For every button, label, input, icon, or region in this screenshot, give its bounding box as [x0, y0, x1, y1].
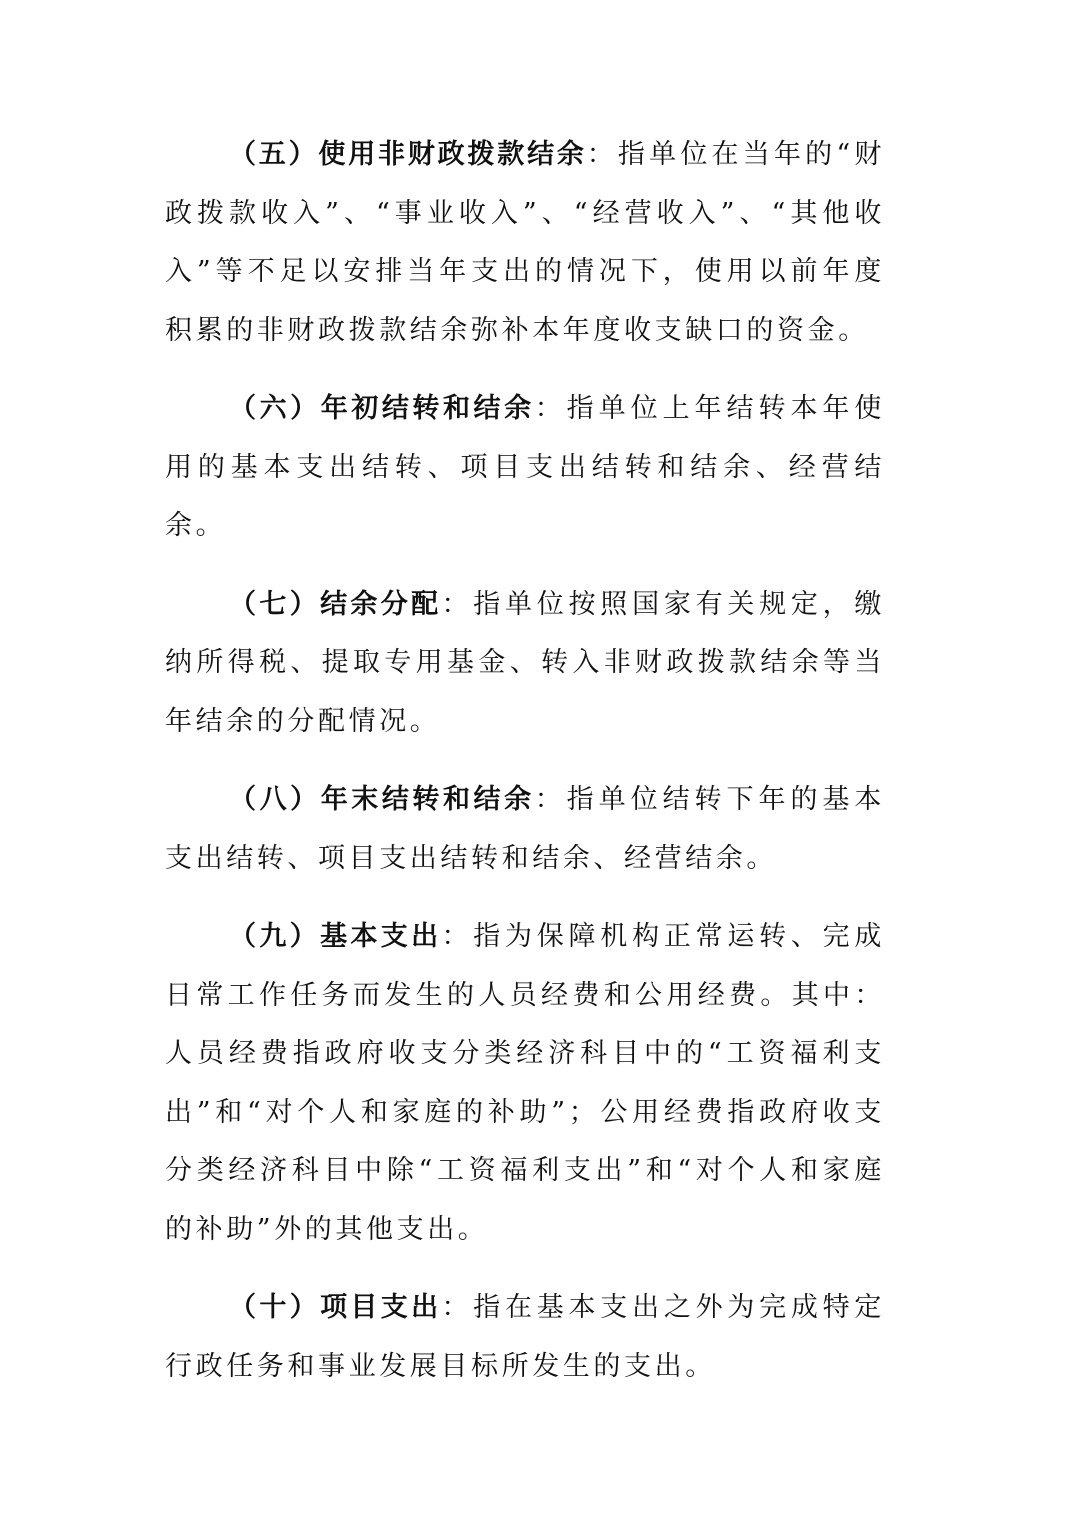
paragraph-6	[165, 380, 885, 556]
term-heading: （七）结余分配	[229, 588, 442, 620]
paragraph-7	[165, 576, 885, 752]
term-definition: ：指单位按照国家有关规定，缴纳所得税、提取专用基金、转入非财政拨款结余等当年结余的分配情况。	[165, 588, 885, 737]
term-definition: ：指单位在当年的“财政拨款收入”、“事业收入”、“经营收入”、“其他收入”等不足以安排当年支出的情况下，使用以前年度积累的非财政拨款结余弥补本年度收支缺口的资金。	[165, 139, 885, 346]
term-heading: （八）年末结转和结余	[229, 784, 535, 815]
term-definition: ：指单位结转下年的基本支出结转、项目支出结转和结余、经营结余。	[165, 784, 885, 874]
term-definition: ：指为保障机构正常运转、完成日常工作任务而发生的人员经费和公用经费。其中：人员经费指政府收支分类经济科目中的“工资福利支出”和“对个人和家庭的补助”；公用经费指政府收支分类经济科目中除“工资福利支出”和“对个人和家庭的补助”外的其他支出。	[165, 921, 885, 1245]
term-heading: （九）基本支出	[229, 921, 442, 952]
paragraph-5	[165, 126, 885, 360]
paragraph-8	[165, 771, 885, 888]
term-heading: （五）使用非财政拨款结余	[229, 139, 587, 170]
term-heading: （六）年初结转和结余	[229, 393, 535, 424]
term-heading: （十）项目支出	[229, 1292, 442, 1323]
paragraph-10	[165, 1279, 885, 1396]
term-definition: ：指在基本支出之外为完成特定行政任务和事业发展目标所发生的支出。	[165, 1292, 885, 1382]
term-definition: ：指单位上年结转本年使用的基本支出结转、项目支出结转和结余、经营结余。	[165, 393, 885, 541]
paragraph-9	[165, 908, 885, 1259]
document-body	[165, 126, 885, 1416]
